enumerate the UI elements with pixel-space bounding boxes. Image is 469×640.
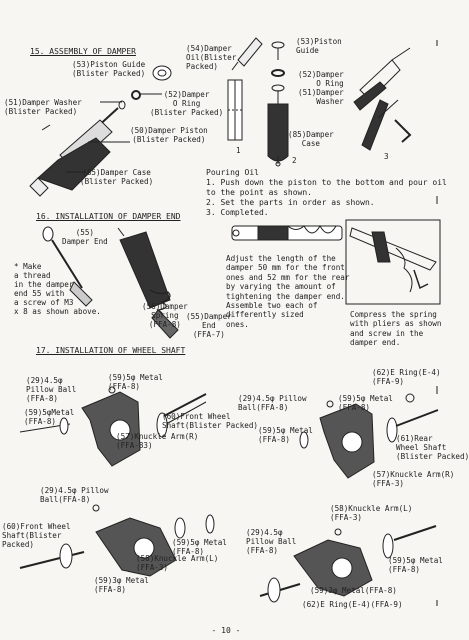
tr-rear-wheel-shaft: (61)Rear Wheel Shaft (Blister Packed) xyxy=(396,434,469,461)
label-damper-end: (55) Damper End xyxy=(62,228,108,246)
tl-metal-b: (59)5φMetal (FFA-8) xyxy=(24,408,75,426)
tl-pillow-ball: (29)4.5φ Pillow Ball (FFA-8) xyxy=(26,376,77,403)
label-damper-spring: (56)Damper Spring (FFA-8) xyxy=(142,302,188,329)
compress-spring-text: Compress the spring with pliers as shown and screw in the damper end. xyxy=(350,310,442,348)
bl-knuckle-arm: (58)Knuckle Arm(L) (FFA-3) xyxy=(136,554,219,572)
br-e-ring: (62)E Ring(E-4)(FFA-9) xyxy=(302,600,403,609)
section-16-heading: 16. INSTALLATION OF DAMPER END xyxy=(36,212,181,221)
label-piston-guide: (53)Piston Guide (Blister Packed) xyxy=(72,60,146,78)
tl-knuckle-arm: (57)Knuckle Arm(R) (FFA-83) xyxy=(116,432,199,450)
br-pillow-ball: (29)4.5φ Pillow Ball (FFA-8) xyxy=(246,528,297,555)
section-17-heading: 17. INSTALLATION OF WHEEL SHAFT xyxy=(36,346,186,355)
label-damper-oil: (54)Damper Oil(Blister Packed) xyxy=(186,44,237,71)
tl-metal-a: (59)5φ Metal (FFA-8) xyxy=(108,373,163,391)
label-case-2: (85)Damper Case xyxy=(288,130,334,148)
compress-spring-diagram xyxy=(346,220,440,304)
adjust-length-diagram xyxy=(232,226,342,240)
tr-e-ring: (62)E Ring(E-4) (FFA-9) xyxy=(372,368,441,386)
pouring-step-1: 1. Push down the piston to the bottom and pour oil xyxy=(206,178,447,187)
step-3-number: 3 xyxy=(384,152,389,161)
tl-front-wheel-shaft: (60)Front Wheel Shaft(Blister Packed) xyxy=(162,412,259,430)
label-damper-piston: (50)Damper Piston (Blister Packed) xyxy=(130,126,208,144)
damper-end-note: * Make a thread in the damper end 55 with a screw of M3 x 8 as shown above. xyxy=(14,262,101,316)
label-piston-guide-2: (53)Piston Guide xyxy=(296,37,342,55)
tr-metal-b: (59)5φ Metal (FFA-8) xyxy=(258,426,313,444)
pouring-step-1b: to the point as shown. xyxy=(206,188,312,197)
pouring-step-2: 2. Set the parts in order as shown. xyxy=(206,198,375,207)
pouring-step-3: 3. Completed. xyxy=(206,208,269,217)
bl-metal-a: (59)5φ Metal (FFA-8) xyxy=(172,538,227,556)
br-metal-b: (59)3φ Metal(FFA-8) xyxy=(310,586,397,595)
label-damper-washer: (51)Damper Washer (Blister Packed) xyxy=(4,98,82,116)
pouring-oil-title: Pouring Oil xyxy=(206,168,259,177)
label-washer-2: (51)Damper Washer xyxy=(298,88,344,106)
bl-pillow-ball: (29)4.5φ Pillow Ball(FFA-8) xyxy=(40,486,109,504)
step3-completed-damper xyxy=(354,48,410,150)
tr-pillow-ball: (29)4.5φ Pillow Ball(FFA-8) xyxy=(238,394,307,412)
bl-front-wheel-shaft: (60)Front Wheel Shaft(Blister Packed) xyxy=(2,522,71,549)
tr-knuckle-arm: (57)Knuckle Arm(R) (FFA-3) xyxy=(372,470,455,488)
step2-damper-assembly xyxy=(268,42,288,166)
label-o-ring-2: (52)Damper O Ring xyxy=(298,70,344,88)
step-1-number: 1 xyxy=(236,146,241,155)
br-knuckle-arm: (58)Knuckle Arm(L) (FFA-3) xyxy=(330,504,413,522)
section-15-heading: 15. ASSEMBLY OF DAMPER xyxy=(30,47,136,56)
adjust-length-text: Adjust the length of the damper 50 mm for the front ones and 52 mm for the rear by varying the amount of tightening the damper end. Assemble two each of differently sized ones. xyxy=(226,254,350,329)
label-damper-case: (85)Damper Case (Blister Packed) xyxy=(80,168,154,186)
label-damper-o-ring: (52)Damper O Ring (Blister Packed) xyxy=(150,90,224,117)
tr-metal-a: (59)5φ Metal (FFA-8) xyxy=(338,394,393,412)
br-metal-a: (59)5φ Metal (FFA-8) xyxy=(388,556,443,574)
step-2-number: 2 xyxy=(292,156,297,165)
page-number: - 10 - xyxy=(211,626,241,635)
bl-metal-b: (59)3φ Metal (FFA-8) xyxy=(94,576,149,594)
label-damper-end-2: (55)Damper End (FFA-7) xyxy=(186,312,232,339)
